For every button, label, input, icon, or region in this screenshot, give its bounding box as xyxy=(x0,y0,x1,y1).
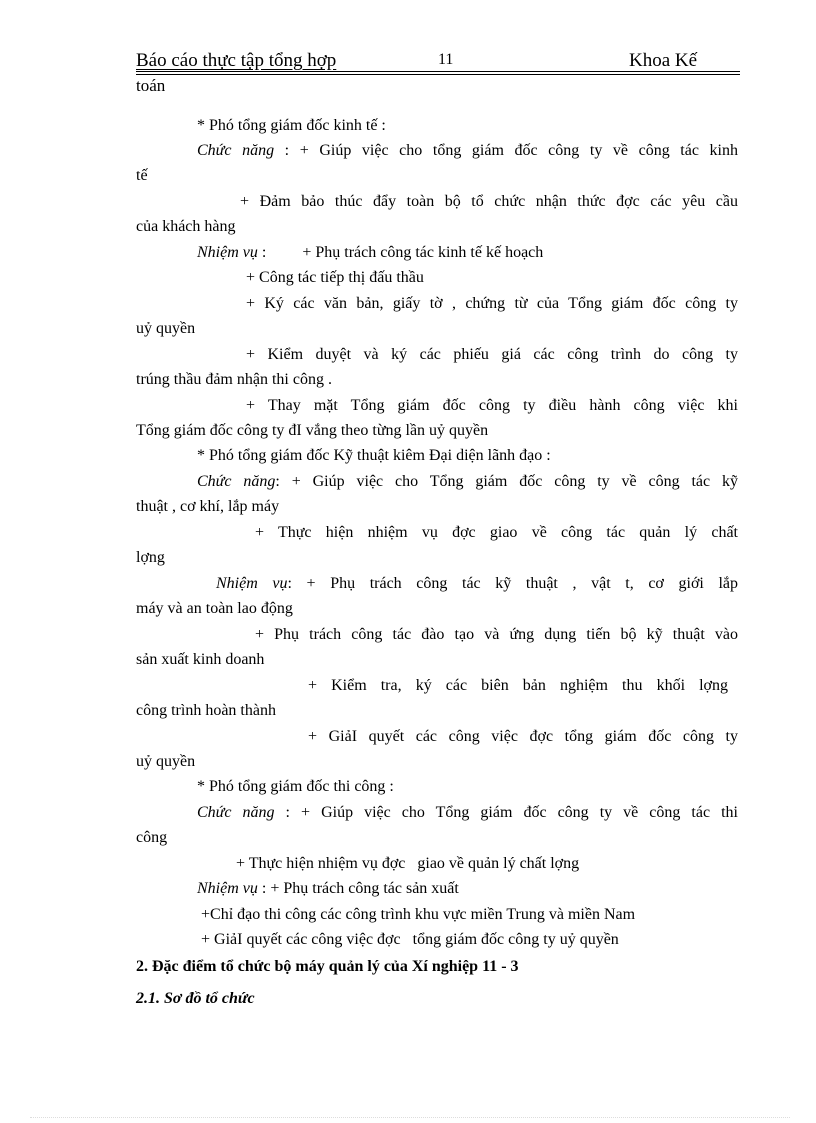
paragraph-line: công xyxy=(136,829,168,846)
label-duty: Nhiệm vụ xyxy=(197,880,258,897)
paragraph-line: + GiảI quyết các công việc đợc tổng giám đốc công ty xyxy=(308,728,738,745)
paragraph-line: tế xyxy=(136,167,148,184)
paragraph-line: trúng thầu đảm nhận thi công . xyxy=(136,371,332,388)
header-page-number: 11 xyxy=(438,51,454,68)
paragraph-line: * Phó tổng giám đốc thi công : xyxy=(197,778,394,795)
label-duty: Nhiệm vụ xyxy=(197,244,258,261)
line-text: : + Phụ trách công tác kinh tế kế hoạch xyxy=(257,244,544,261)
line-text: : + Giúp việc cho tổng giám đốc công ty về công tác kinh xyxy=(274,142,738,159)
header-rule xyxy=(136,71,740,72)
paragraph-line: + Phụ trách công tác đào tạo và ứng dụng tiến bộ kỹ thuật vào xyxy=(255,626,738,643)
paragraph-line: thuật , cơ khí, lắp máy xyxy=(136,498,280,515)
paragraph-line: sản xuất kinh doanh xyxy=(136,651,265,668)
paragraph-line: + GiảI quyết các công việc đợc tổng giám đốc công ty uỷ quyền xyxy=(201,931,619,948)
paragraph-line xyxy=(197,472,738,492)
paragraph-line: + Ký các văn bản, giấy tờ , chứng từ của Tổng giám đốc công ty xyxy=(246,295,738,312)
paragraph-line: + Công tác tiếp thị đấu thầu xyxy=(246,269,424,286)
header-faculty: Khoa Kế xyxy=(629,50,698,71)
paragraph-line: công trình hoàn thành xyxy=(136,702,276,719)
paragraph-line: Tổng giám đốc công ty đI vắng theo từng lần uỷ quyền xyxy=(136,422,489,439)
paragraph-line xyxy=(197,141,738,161)
line-text: : + Phụ trách công tác sản xuất xyxy=(257,880,459,897)
label-function: Chức năng xyxy=(197,473,276,490)
paragraph-line xyxy=(197,803,738,823)
paragraph-line: uỷ quyền xyxy=(136,320,196,337)
paragraph-line xyxy=(197,879,459,899)
header-rule xyxy=(136,74,740,75)
paragraph-line: máy và an toàn lao động xyxy=(136,600,293,617)
paragraph-line xyxy=(197,243,543,263)
paragraph-line: của khách hàng xyxy=(136,218,236,235)
line-text: : + Giúp việc cho Tổng giám đốc công ty về công tác kỹ xyxy=(275,473,739,490)
paragraph-line xyxy=(216,574,738,594)
paragraph-line: + Thực hiện nhiệm vụ đợc giao về quản lý chất lợng xyxy=(236,855,580,872)
label-duty: Nhiệm vụ xyxy=(216,575,288,592)
paragraph-line: + Kiểm tra, ký các biên bản nghiệm thu khối lợng xyxy=(308,677,728,694)
paragraph-line: + Thực hiện nhiệm vụ đợc giao về công tác quản lý chất xyxy=(255,524,738,541)
subsection-heading: 2.1. Sơ đồ tổ chức xyxy=(136,990,255,1007)
paragraph-line: +Chỉ đạo thi công các công trình khu vực miền Trung và miền Nam xyxy=(201,906,636,923)
header-continuation: toán xyxy=(136,76,166,95)
header-report-title: Báo cáo thực tập tổng hợp xyxy=(136,50,337,71)
section-heading: 2. Đặc điểm tổ chức bộ máy quản lý của Xí nghiệp 11 - 3 xyxy=(136,958,519,975)
line-text: : + Giúp việc cho Tổng giám đốc công ty về công tác thi xyxy=(274,804,738,821)
paragraph-line: + Đảm bảo thúc đẩy toàn bộ tổ chức nhận thức đợc các yêu cầu xyxy=(240,193,738,210)
paragraph-line: * Phó tổng giám đốc kinh tế : xyxy=(197,117,386,134)
line-text: : + Phụ trách công tác kỹ thuật , vật t, cơ giới lắp xyxy=(287,575,739,592)
paragraph-line: + Thay mặt Tổng giám đốc công ty điều hành công việc khi xyxy=(246,397,738,414)
page-bottom-edge xyxy=(30,1117,790,1118)
label-function: Chức năng xyxy=(197,142,275,159)
paragraph-line: + Kiểm duyệt và ký các phiếu giá các công trình do công ty xyxy=(246,346,738,363)
paragraph-line: lợng xyxy=(136,549,165,566)
label-function: Chức năng xyxy=(197,804,275,821)
paragraph-line: uỷ quyền xyxy=(136,753,196,770)
paragraph-line: * Phó tổng giám đốc Kỹ thuật kiêm Đại diện lãnh đạo : xyxy=(197,447,551,464)
page-header xyxy=(136,50,740,72)
